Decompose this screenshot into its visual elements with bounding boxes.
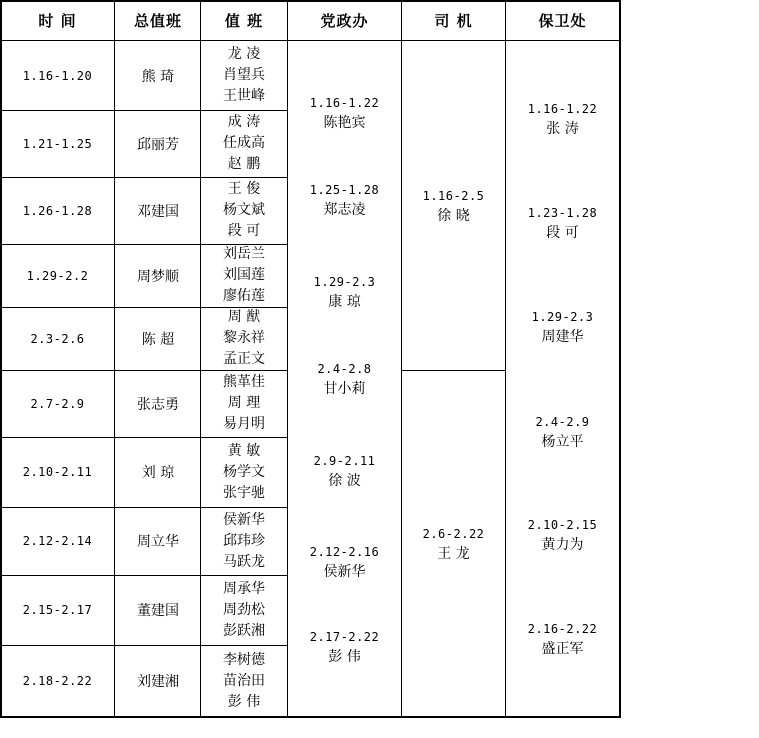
duty-name: 周劲松 — [223, 601, 265, 618]
driver-entry — [423, 524, 485, 564]
header-duty — [201, 0, 287, 41]
time-range: 2.10-2.11 — [22, 465, 93, 479]
security-name: 张 涛 — [546, 121, 579, 137]
header-party-office — [287, 0, 402, 41]
chief-name: 张志勇 — [137, 396, 179, 413]
duty-name: 苗治田 — [223, 672, 265, 689]
party-office-name: 彭 伟 — [328, 649, 361, 665]
time-range: 2.18-2.22 — [22, 674, 93, 688]
row-divider — [0, 437, 287, 438]
header-duty-label: 值 班 — [224, 12, 264, 30]
column-divider — [114, 0, 115, 718]
party-office-date: 1.16-1.22 — [309, 96, 380, 110]
security-date: 1.23-1.28 — [527, 206, 598, 220]
party-office-date: 2.4-2.8 — [317, 362, 372, 376]
chief-cell — [115, 41, 201, 110]
duty-name: 杨文斌 — [223, 202, 265, 218]
time-cell — [0, 437, 115, 507]
security-date: 1.16-1.22 — [527, 102, 598, 116]
header-time-label: 时 间 — [38, 12, 77, 30]
duty-name: 王世峰 — [223, 88, 265, 104]
duty-cell — [201, 41, 287, 110]
duty-name: 熊革佳 — [223, 374, 265, 390]
party-office-entry — [317, 359, 371, 399]
duty-name: 刘国莲 — [223, 267, 265, 283]
chief-cell — [115, 370, 201, 437]
chief-name: 邱丽芳 — [137, 136, 179, 153]
security-entry — [528, 99, 598, 139]
security-name: 盛正军 — [541, 641, 584, 657]
duty-name: 周 猷 — [227, 309, 261, 325]
party-office-entry — [310, 627, 380, 667]
time-range: 1.21-1.25 — [22, 136, 93, 151]
time-cell — [0, 244, 115, 307]
party-office-entry — [310, 542, 380, 582]
chief-cell — [115, 645, 201, 717]
header-chief-label: 总值班 — [133, 12, 182, 30]
party-office-name: 康 琼 — [328, 294, 361, 310]
security-name: 杨立平 — [541, 434, 584, 450]
party-office-date: 1.25-1.28 — [309, 183, 380, 197]
duty-name: 彭 伟 — [227, 693, 261, 710]
duty-name: 龙 凌 — [227, 46, 261, 62]
duty-name: 李树德 — [223, 651, 265, 668]
security-entry — [532, 307, 594, 347]
row-divider — [0, 177, 287, 178]
party-office-column — [287, 41, 402, 717]
time-range: 1.26-1.28 — [22, 203, 93, 218]
party-office-date: 2.17-2.22 — [309, 630, 380, 644]
duty-cell — [201, 575, 287, 645]
security-entry — [528, 515, 598, 555]
duty-name: 杨学文 — [223, 463, 265, 480]
chief-cell — [115, 307, 201, 370]
duty-name: 马跃龙 — [223, 553, 265, 570]
duty-name: 王 俊 — [227, 181, 261, 197]
header-driver — [402, 0, 505, 41]
party-office-name: 郑志凌 — [323, 202, 366, 218]
duty-cell — [201, 244, 287, 307]
security-entry — [535, 412, 589, 452]
time-cell — [0, 110, 115, 177]
party-office-date: 2.12-2.16 — [309, 545, 380, 559]
party-office-name: 侯新华 — [323, 564, 366, 580]
chief-cell — [115, 177, 201, 244]
driver-name: 王 龙 — [437, 545, 470, 562]
security-column — [505, 41, 620, 717]
duty-name: 彭跃湘 — [223, 622, 265, 639]
duty-name: 任成高 — [223, 135, 265, 151]
duty-name: 周 理 — [227, 395, 261, 411]
chief-name: 周梦顺 — [137, 268, 179, 285]
time-range: 2.12-2.14 — [22, 534, 93, 548]
duty-name: 肖望兵 — [223, 67, 265, 83]
duty-name: 段 可 — [227, 223, 261, 239]
security-entry — [528, 619, 598, 659]
duty-name: 邱玮珍 — [223, 532, 265, 549]
time-range: 2.15-2.17 — [22, 603, 93, 617]
party-office-date: 1.29-2.3 — [313, 275, 376, 289]
header-security — [505, 0, 620, 41]
driver-date: 1.16-2.5 — [422, 188, 485, 203]
chief-name: 陈 超 — [141, 331, 175, 348]
duty-name: 赵 鹏 — [227, 156, 261, 172]
row-divider — [0, 507, 287, 508]
security-date: 1.29-2.3 — [531, 310, 594, 324]
driver-cell-lower — [402, 370, 505, 717]
header-time — [0, 0, 115, 41]
duty-name: 周承华 — [223, 580, 265, 597]
party-office-entry — [310, 180, 380, 220]
duty-name: 易月明 — [223, 416, 265, 432]
driver-split-line — [401, 370, 505, 371]
chief-cell — [115, 437, 201, 507]
security-name: 黄力为 — [541, 537, 584, 553]
chief-cell — [115, 575, 201, 645]
security-entry — [528, 203, 598, 243]
driver-cell-upper — [402, 41, 505, 370]
time-cell — [0, 507, 115, 575]
driver-entry — [423, 186, 485, 226]
chief-name: 邓建国 — [137, 203, 179, 220]
chief-name: 刘 琼 — [141, 465, 175, 481]
chief-name: 刘建湘 — [137, 674, 179, 690]
security-name: 周建华 — [541, 329, 584, 345]
party-office-name: 徐 波 — [328, 473, 361, 489]
column-divider — [200, 0, 201, 718]
time-range: 1.29-2.2 — [26, 268, 89, 283]
time-cell — [0, 575, 115, 645]
security-name: 段 可 — [546, 225, 579, 241]
duty-name: 侯新华 — [223, 511, 265, 528]
chief-name: 熊 琦 — [141, 68, 175, 85]
duty-name: 刘岳兰 — [223, 246, 265, 262]
duty-name: 孟正文 — [223, 351, 265, 367]
duty-name: 成 涛 — [227, 114, 261, 130]
time-cell — [0, 307, 115, 370]
duty-cell — [201, 110, 287, 177]
time-cell — [0, 370, 115, 437]
security-date: 2.16-2.22 — [527, 622, 598, 636]
driver-name: 徐 晓 — [437, 207, 470, 224]
column-divider — [401, 0, 402, 718]
party-office-date: 2.9-2.11 — [313, 454, 376, 468]
row-divider — [0, 244, 287, 245]
duty-cell — [201, 177, 287, 244]
time-range: 2.7-2.9 — [30, 396, 85, 411]
driver-date: 2.6-2.22 — [422, 526, 485, 541]
duty-name: 廖佑莲 — [223, 288, 265, 304]
time-range: 1.16-1.20 — [22, 68, 93, 83]
row-divider — [0, 575, 287, 576]
time-cell — [0, 41, 115, 110]
header-security-label: 保卫处 — [538, 12, 587, 30]
chief-cell — [115, 110, 201, 177]
header-party-office-label: 党政办 — [320, 12, 369, 30]
chief-name: 董建国 — [137, 603, 179, 619]
chief-cell — [115, 244, 201, 307]
column-divider — [505, 0, 506, 718]
chief-cell — [115, 507, 201, 575]
header-chief — [115, 0, 201, 41]
time-cell — [0, 177, 115, 244]
time-cell — [0, 645, 115, 717]
party-office-name: 陈艳宾 — [323, 115, 366, 131]
row-divider — [0, 110, 287, 111]
border-bottom — [0, 716, 621, 718]
border-left — [0, 0, 2, 718]
security-date: 2.10-2.15 — [527, 518, 598, 532]
row-divider — [0, 645, 287, 646]
duty-name: 张宇驰 — [223, 484, 265, 501]
row-divider — [0, 307, 287, 308]
duty-name: 黎永祥 — [223, 330, 265, 346]
duty-cell — [201, 507, 287, 575]
duty-name: 黄 敏 — [227, 442, 261, 459]
party-office-entry — [314, 272, 376, 312]
party-office-name: 甘小莉 — [323, 381, 366, 397]
party-office-entry — [310, 93, 380, 133]
header-divider — [0, 40, 621, 41]
border-top — [0, 0, 621, 2]
time-range: 2.3-2.6 — [30, 331, 85, 346]
duty-cell — [201, 370, 287, 437]
column-divider — [287, 0, 288, 718]
duty-cell — [201, 437, 287, 507]
duty-cell — [201, 307, 287, 370]
row-divider — [0, 370, 287, 371]
header-driver-label: 司 机 — [434, 12, 473, 30]
party-office-entry — [314, 451, 376, 491]
border-right — [619, 0, 621, 718]
duty-cell — [201, 645, 287, 717]
chief-name: 周立华 — [137, 534, 179, 550]
security-date: 2.4-2.9 — [535, 415, 590, 429]
